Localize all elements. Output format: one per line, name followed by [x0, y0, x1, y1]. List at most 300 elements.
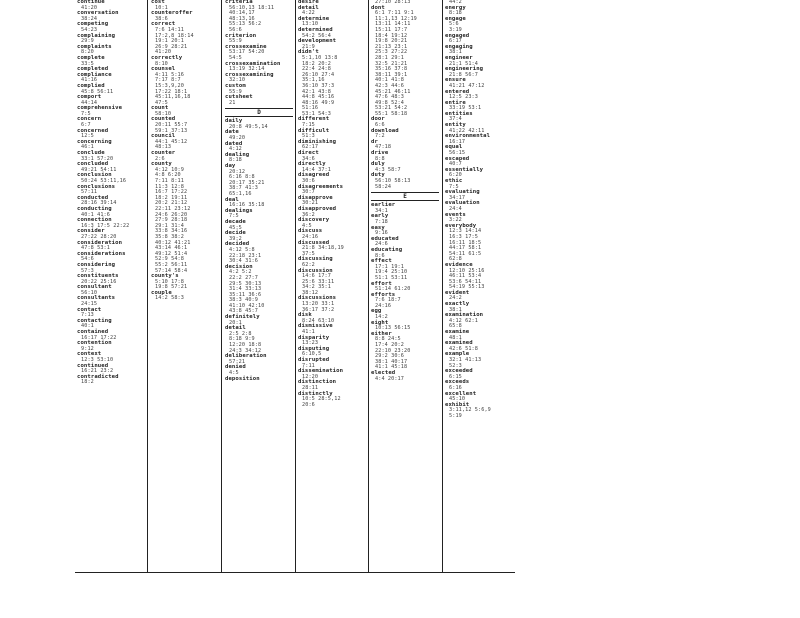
page-line-refs: 13:11 14:11: [375, 21, 411, 28]
page-line-refs: 7:13: [81, 312, 94, 319]
index-term: counter: [151, 150, 176, 157]
page-line-refs: 14:2: [375, 314, 388, 321]
page-line-refs: 12:5: [81, 133, 94, 140]
page-line-refs: 55:9: [229, 88, 242, 95]
page-line-refs: 16:17: [449, 138, 466, 145]
index-term: constituents: [77, 273, 119, 280]
page-line-refs: 24:15: [81, 301, 98, 308]
index-column-3: [225, 0, 293, 572]
index-term: exceeded: [445, 368, 473, 375]
page-line-refs: 21: [229, 99, 236, 106]
index-term: contact: [77, 306, 102, 313]
page-line-refs: 42:6 51:8: [449, 345, 479, 352]
page-line-refs: 7:11 8:11: [155, 178, 185, 184]
page-line-refs: 24:6 26:20: [155, 211, 188, 218]
page-line-refs: 44:14: [81, 99, 98, 106]
section-letter: D: [225, 108, 293, 117]
page-line-refs: 53:21 54:2: [375, 105, 408, 112]
page-line-refs: 17:2,8 18:14: [155, 32, 194, 39]
index-term: disagreements: [298, 183, 344, 190]
page-line-refs: 22:2 27:7: [229, 274, 259, 281]
page-line-refs: 35:11 36:6: [229, 291, 262, 298]
page-line-refs: 20:8 49:5,14: [229, 123, 268, 130]
index-term: detail: [225, 325, 246, 332]
page-line-refs: 52:9 54:8: [155, 256, 185, 263]
page-line-refs: 24:16: [375, 302, 392, 309]
page-line-refs: 57:14 58:4: [155, 267, 188, 274]
index-term: counsel: [151, 66, 176, 73]
index-term: decade: [225, 218, 246, 225]
page-line-refs: 30:4 31:6: [229, 258, 259, 265]
page-line-refs: 6:10,5: [302, 351, 322, 358]
page-line-refs: 28:16 39:14: [81, 200, 117, 207]
index-term: custom: [225, 82, 246, 89]
index-term: deal: [225, 196, 239, 203]
page-line-refs: 17:4 20:2: [375, 342, 405, 349]
index-term: dealings: [225, 207, 253, 214]
page-line-refs: 4:12 10:9: [155, 166, 185, 173]
index-term: concerned: [77, 127, 109, 134]
page-line-refs: 58:24: [375, 183, 392, 190]
index-term: count: [151, 105, 169, 112]
index-term: everybody: [445, 222, 477, 229]
index-term: engineer: [445, 54, 473, 61]
index-term: conclude: [77, 150, 105, 157]
page-line-refs: 15:11 17:7: [375, 26, 408, 33]
index-term: couple: [151, 289, 172, 296]
page-line-refs: 55:13 56:2: [229, 21, 262, 28]
index-term: day: [225, 163, 236, 170]
page-line-refs: 49:12 51:4: [155, 250, 188, 257]
index-term: concluded: [77, 161, 109, 168]
page-line-refs: 33:8 34:16: [155, 228, 188, 235]
page-line-refs: 7:5: [449, 183, 459, 190]
index-term: example: [445, 351, 470, 358]
index-term: exactly: [445, 301, 470, 308]
index-term: disapproved: [298, 205, 337, 212]
index-term: desire: [298, 0, 319, 5]
index-term: drive: [371, 150, 389, 157]
page-line-refs: 38:3 40:9: [229, 297, 259, 304]
page-line-refs: 41:1 45:18: [375, 364, 408, 371]
page-line-refs: 37:4: [449, 116, 462, 123]
page-line-refs: 5:10 17:8: [155, 278, 185, 285]
page-line-refs: 4:12: [229, 146, 242, 153]
page-line-refs: 16:11 18:5: [449, 239, 482, 246]
index-term: county: [151, 161, 172, 168]
index-term: determined: [298, 26, 333, 33]
page-line-refs: 40:1 41:6: [81, 211, 111, 218]
index-term: directly: [298, 161, 326, 168]
page-line-refs: 56:15: [449, 150, 466, 157]
page-line-refs: 57:11: [81, 189, 98, 196]
page-line-refs: 20:17 35:21: [229, 179, 265, 186]
page-line-refs: 65:8: [449, 323, 462, 330]
index-term: events: [445, 211, 466, 218]
index-term: dismissive: [298, 323, 333, 330]
index-term: difficult: [298, 127, 330, 134]
page-line-refs: 59:1 37:13: [155, 127, 188, 134]
index-term: consideration: [77, 239, 123, 246]
index-term: discussion: [298, 267, 333, 274]
index-term: conducted: [77, 194, 109, 201]
index-term: discuss: [298, 228, 323, 235]
page-line-refs: 30:7: [302, 189, 315, 196]
page-line-refs: 8:8 24:5: [375, 336, 401, 343]
page-line-refs: 54:6: [81, 256, 94, 263]
page-line-refs: 8:8: [375, 155, 385, 162]
page-line-refs: 62:2: [302, 261, 315, 268]
page-line-refs: 42:1 43:8: [302, 88, 332, 95]
page-line-refs: 38:6: [155, 15, 168, 22]
column-divider: [368, 0, 369, 572]
page-line-refs: 21:8 34:18,19: [302, 245, 344, 252]
index-term: discussions: [298, 295, 337, 302]
page-line-refs: 45:21 46:11: [375, 88, 411, 95]
page-line-refs: 25:3 27:22: [375, 49, 408, 56]
index-term: disparity: [298, 334, 330, 341]
page-line-refs: 6:6: [375, 122, 385, 129]
index-term: effort: [371, 280, 392, 287]
page-line-refs: 21:9: [302, 43, 315, 50]
page-line-refs: 11:1,13 12:19: [375, 15, 417, 22]
index-term: efforts: [371, 291, 396, 298]
page-line-refs: 13:19 32:14: [229, 66, 265, 73]
index-term: eight: [371, 319, 389, 326]
index-term: comport: [77, 94, 102, 101]
index-term: denied: [225, 364, 246, 371]
index-term: exceeds: [445, 379, 470, 386]
page-line-refs: 46:1: [81, 144, 94, 151]
page-line-refs: 8:20: [81, 49, 94, 56]
index-column-1: [77, 0, 145, 572]
page-line-refs: 13:20 33:1: [302, 301, 335, 308]
page-line-refs: 18:2 19:11: [155, 194, 188, 201]
index-term: disapprove: [298, 194, 333, 201]
page-line-refs: 56:6: [229, 26, 242, 33]
index-term: dated: [225, 140, 243, 147]
page-line-refs: 51:3: [302, 133, 315, 140]
page-line-refs: 13:23: [302, 340, 319, 347]
page-line-refs: 10:13 56:15: [375, 325, 411, 332]
index-term: dealing: [225, 151, 250, 158]
page-line-refs: 29:5 30:13: [229, 280, 262, 287]
page-line-refs: 52:3: [449, 362, 462, 369]
index-term: county's: [151, 273, 179, 280]
page-line-refs: 9:12: [81, 345, 94, 352]
page-line-refs: 22:18 23:1: [229, 252, 262, 259]
page-line-refs: 24:2: [449, 295, 462, 302]
index-term: entered: [445, 88, 470, 95]
index-term: disputing: [298, 345, 330, 352]
index-term: disrupted: [298, 357, 330, 363]
page-line-refs: 45:10: [449, 396, 466, 403]
page-line-refs: 36:17 37:2: [302, 306, 335, 313]
page-line-refs: 5:1,10 13:8: [302, 54, 338, 61]
page-line-refs: 18:2: [81, 379, 94, 386]
index-term: disk: [298, 312, 312, 319]
page-line-refs: 40:12 41:21: [155, 239, 191, 246]
page-line-refs: 49:8 52:4: [375, 99, 405, 106]
page-line-refs: 56:10: [81, 289, 98, 296]
page-line-refs: 38:1 40:17: [375, 358, 408, 365]
page-line-refs: 16:3 17:5: [449, 233, 479, 240]
page-line-refs: 14:4 37:1: [302, 166, 332, 173]
page-line-refs: 16:16 35:18: [229, 202, 265, 209]
page-line-refs: 16:17 17:22: [81, 334, 117, 341]
page-line-refs: 24:4: [449, 205, 462, 212]
index-term: essentially: [445, 166, 484, 173]
page-line-refs: 22:11 23:12: [155, 205, 191, 212]
page-line-refs: 4:5: [229, 370, 239, 376]
index-term: complaining: [77, 32, 116, 39]
page-line-refs: 40:14,17: [229, 10, 255, 17]
index-term: cost: [151, 0, 165, 5]
index-term: examination: [445, 312, 484, 319]
index-term: continued: [77, 362, 109, 369]
page-line-refs: 8:18: [229, 157, 242, 164]
index-term: complaints: [77, 43, 112, 50]
page-line-refs: 54:11 61:5: [449, 250, 482, 257]
page-line-refs: 14:2 58:3: [155, 295, 185, 302]
index-column-2: [151, 0, 219, 572]
page-line-refs: 22:10 23:20: [375, 347, 411, 354]
index-term: engage: [445, 15, 466, 22]
page-line-refs: 38:24: [81, 15, 98, 22]
index-term: crossexamining: [225, 71, 274, 78]
page-line-refs: 15:3,9,20: [155, 82, 185, 89]
page-line-refs: 19:1 20:1: [155, 38, 185, 45]
page-line-refs: 33:19 53:1: [449, 105, 482, 112]
index-term: connection: [77, 217, 112, 224]
page-line-refs: 4:5: [302, 222, 312, 229]
page-line-refs: 21:13 23:1: [375, 43, 408, 50]
index-term: concerning: [77, 138, 112, 145]
page-line-refs: 24:3 34:12: [229, 347, 262, 354]
page-footer-rule: [75, 572, 515, 579]
index-term: early: [371, 213, 389, 220]
page-line-refs: 11:3 12:8: [155, 183, 185, 190]
index-term: daily: [225, 118, 243, 125]
index-term: decide: [225, 230, 246, 237]
page-line-refs: 12:3 14:14: [449, 228, 482, 235]
index-term: direct: [298, 150, 319, 157]
page-line-refs: 55:2 56:11: [155, 261, 188, 268]
page-line-refs: 4:3 58:7: [375, 166, 401, 173]
page-line-refs: 48:13: [155, 144, 172, 151]
page-line-refs: 40:1 41:8: [375, 77, 405, 84]
page-line-refs: 35:16 37:8: [375, 66, 408, 73]
page-line-refs: 30:21: [302, 200, 319, 207]
page-line-refs: 12:10 25:16: [449, 267, 485, 274]
index-term: discussing: [298, 256, 333, 263]
page-line-refs: 2:5 2:8: [229, 330, 252, 337]
index-term: environmental: [445, 133, 491, 140]
index-term: conversation: [77, 10, 119, 17]
page-line-refs: 62:8: [449, 256, 462, 263]
page-line-refs: 41:22 42:11: [449, 127, 485, 134]
index-term: diminishing: [298, 138, 337, 145]
column-divider: [295, 0, 296, 572]
index-term: consider: [77, 228, 105, 235]
index-term: continue: [77, 0, 105, 5]
column-divider: [147, 0, 148, 572]
page-line-refs: 21:8 56:7: [449, 71, 479, 78]
page-line-refs: 32:5 21:21: [375, 60, 408, 67]
index-term: different: [298, 116, 330, 123]
page-line-refs: 44:17 58:1: [449, 245, 482, 252]
index-term: deliberation: [225, 353, 267, 360]
index-term: decision: [225, 263, 253, 270]
page-line-refs: 62:17: [302, 144, 319, 151]
page-line-refs: 7:6 18:7: [375, 297, 401, 304]
page-line-refs: 54:23: [81, 26, 98, 33]
page-line-refs: 48:1: [449, 334, 462, 341]
index-term: evaluation: [445, 200, 480, 207]
page-line-refs: 7:15: [302, 122, 315, 129]
page-line-refs: 27:22 28:20: [81, 233, 117, 240]
index-term: consultants: [77, 295, 116, 302]
index-term: comprehensive: [77, 105, 123, 112]
index-term: effect: [371, 258, 392, 265]
index-term: counteroffer: [151, 10, 193, 17]
index-term: contradicted: [77, 373, 119, 380]
page-line-refs: 51:16: [302, 105, 319, 112]
page-line-refs: 4:2 5:2: [229, 269, 252, 276]
index-term: elected: [371, 370, 396, 376]
index-term: ethic: [445, 178, 463, 184]
page-line-refs: 35:1,16: [302, 77, 325, 84]
page-line-refs: 29:9: [81, 38, 94, 45]
page-line-refs: 24:16: [302, 233, 319, 240]
page-line-refs: 41:1: [302, 329, 315, 336]
page-line-refs: 12:20 18:8: [229, 342, 262, 349]
index-term: counted: [151, 116, 176, 123]
page-line-refs: 54:2 56:4: [302, 32, 332, 39]
page-line-refs: 20:22 25:16: [81, 278, 117, 285]
page-line-refs: 8:6: [375, 252, 385, 259]
index-term: correct: [151, 21, 176, 28]
page-line-refs: 57:3: [81, 267, 94, 274]
index-term: discovery: [298, 217, 330, 224]
index-column-5: [371, 0, 439, 572]
page-line-refs: 51:14 61:20: [375, 286, 411, 293]
page-line-refs: 21:1 51:4: [449, 60, 479, 67]
page-line-refs: 43:8 45:7: [229, 308, 259, 315]
index-term: date: [225, 129, 239, 136]
page-line-refs: 17:1 19:1: [375, 263, 405, 270]
index-term: contention: [77, 340, 112, 347]
page-line-refs: 27:10 28:13: [375, 0, 411, 5]
page-line-refs: 45:11,16,18: [155, 94, 191, 101]
page-line-refs: 26:10 27:4: [302, 71, 335, 78]
page-line-refs: 4:8 6:20: [155, 172, 181, 179]
page-line-refs: 47:18: [375, 144, 392, 151]
page-line-refs: 53:1 54:3: [302, 110, 332, 117]
index-column-6: [445, 0, 513, 572]
page-line-refs: 54:5: [229, 54, 242, 61]
index-term: cutsheet: [225, 94, 253, 101]
page-line-refs: 7:17 8:7: [155, 77, 181, 84]
page-line-refs: 36:10 37:3: [302, 82, 335, 89]
index-term: conclusion: [77, 172, 112, 179]
page-line-refs: 6:16 8:8: [229, 174, 255, 181]
page-line-refs: 41:20: [155, 49, 172, 56]
index-term: distinction: [298, 379, 337, 386]
index-term: ensure: [445, 77, 466, 84]
index-term: conducting: [77, 205, 112, 212]
index-term: earlier: [371, 202, 396, 209]
index-term: compliance: [77, 71, 112, 78]
index-term: detail: [298, 4, 319, 11]
page-line-refs: 17:22 18:1: [155, 88, 188, 95]
page-line-refs: 65:1,16: [229, 191, 252, 197]
index-term: completed: [77, 66, 109, 73]
page-line-refs: 47:5: [155, 99, 168, 106]
column-divider: [221, 0, 222, 572]
index-term: energy: [445, 4, 466, 11]
index-term: equal: [445, 144, 463, 151]
page-line-refs: 41:10 42:10: [229, 302, 265, 309]
page-line-refs: 40:7: [449, 161, 462, 168]
index-term: crossexamination: [225, 60, 281, 67]
page-line-refs: 12:5 23:3: [449, 94, 479, 101]
column-divider: [442, 0, 443, 572]
page-line-refs: 6:17: [449, 38, 462, 45]
index-term: considering: [77, 261, 116, 268]
page-line-refs: 20:11 55:7: [155, 122, 188, 129]
index-term: criterion: [225, 32, 257, 39]
page-line-refs: 16:3 17:5 22:22: [81, 222, 130, 229]
page-line-refs: 6:1 7:11 9:1: [375, 10, 414, 17]
page-line-refs: 34:1: [375, 207, 388, 214]
page-line-refs: 7:18: [375, 218, 388, 225]
page-line-refs: 36:2: [302, 211, 315, 218]
page-line-refs: 4:12 5:8: [229, 246, 255, 253]
page-line-refs: 24:6: [375, 241, 388, 248]
page-line-refs: 49:21 54:11: [81, 166, 117, 173]
page-line-refs: 33:1 57:20: [81, 155, 114, 162]
page-line-refs: 45:5: [229, 224, 242, 231]
page-line-refs: 9:16: [375, 230, 388, 237]
page-line-refs: 55:1 58:18: [375, 110, 408, 117]
page-line-refs: 38:7 41:3: [229, 185, 259, 192]
page-line-refs: 8:18: [449, 10, 462, 17]
page-line-refs: 3:11,12 5:6,9: [449, 407, 491, 414]
index-term: dont: [371, 4, 385, 11]
page-line-refs: 20:12: [229, 168, 246, 175]
page-line-refs: 39:2: [229, 235, 242, 242]
page-line-refs: 28:1 29:1: [375, 54, 405, 61]
page-line-refs: 4:22: [302, 10, 315, 17]
page-line-refs: 12:20: [302, 373, 319, 380]
page-line-refs: 35:8 38:2: [155, 233, 185, 240]
index-term: council: [151, 133, 176, 140]
index-term: entities: [445, 110, 473, 117]
index-term: context: [77, 351, 102, 358]
page-line-refs: 44:1 45:12: [155, 138, 188, 145]
index-term: examined: [445, 340, 473, 347]
page-line-refs: 19:8 20:21: [375, 38, 408, 45]
page-line-refs: 18:2 20:2: [302, 60, 332, 67]
index-term: educated: [371, 235, 399, 242]
page-line-refs: 38:1: [449, 49, 462, 56]
page-line-refs: 50:24 53:11,16: [81, 178, 127, 184]
page-line-refs: 47:8 53:1: [81, 245, 111, 252]
index-term: evaluating: [445, 189, 480, 196]
index-term: engineering: [445, 66, 484, 73]
page-line-refs: 51:1 53:11: [375, 274, 408, 281]
